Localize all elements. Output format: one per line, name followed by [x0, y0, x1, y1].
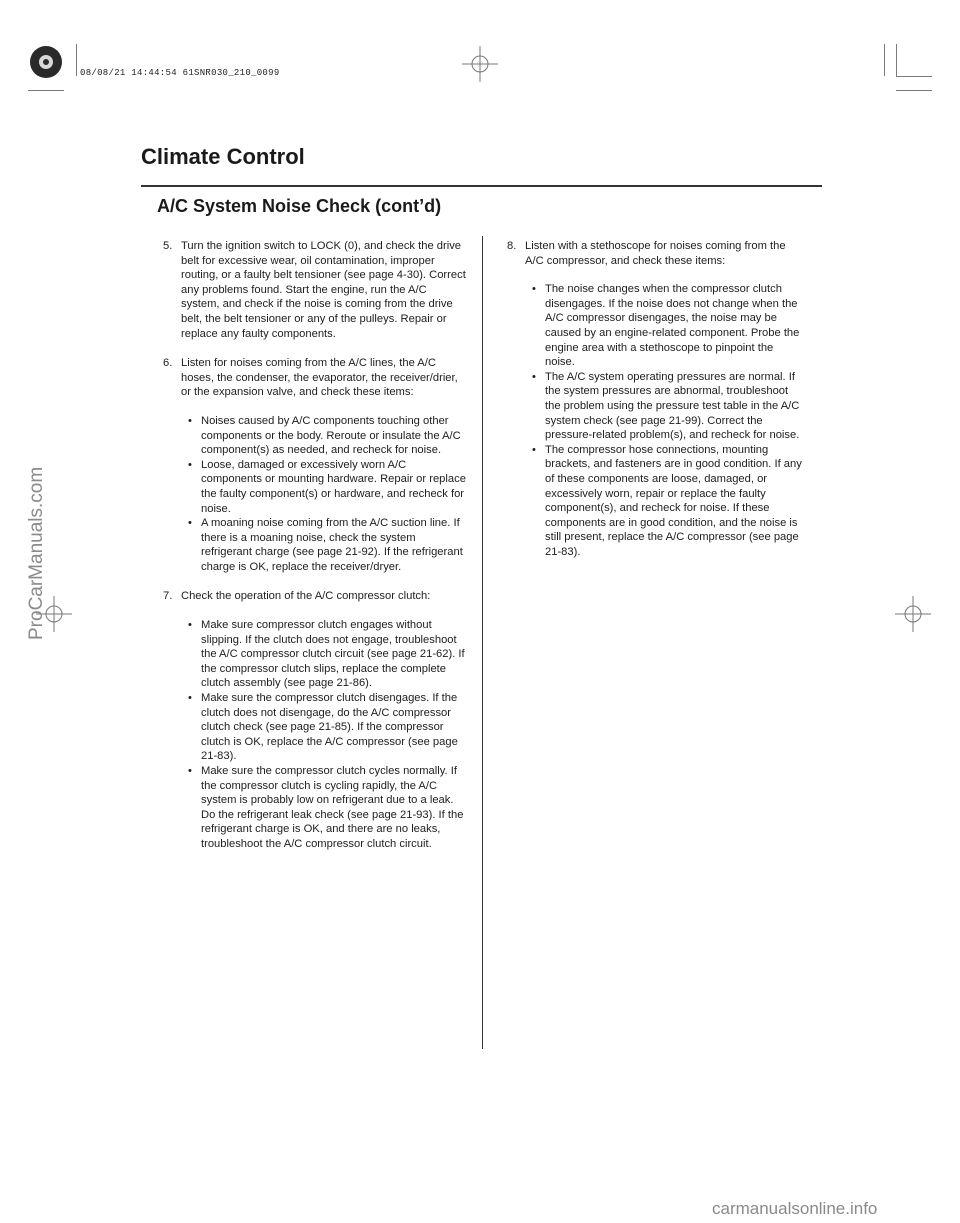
print-stamp: 08/08/21 14:44:54 61SNR030_210_0099 [80, 68, 280, 78]
step-number: 8. [507, 240, 517, 252]
step-8 [507, 239, 805, 559]
side-watermark: ProCarManuals.com [26, 466, 47, 640]
crop-mark [28, 90, 64, 91]
list-item: • The A/C system operating pressures are normal. If the system pressures are abnormal, troubleshoot the problem using the pressure test table in the A/C system check (see page 21-99). Correct the pressure-related problem(s), and recheck for noise. [532, 370, 800, 442]
left-column [163, 239, 467, 867]
list-item: • The compressor hose connections, mounting brackets, and fasteners are in good condition. If any of these components are loose, damaged, or excessively worn, repair or replace the faulty component(s), and recheck for noise. If these components are in good condition, and the noise is still present, replace the A/C compressor (see page 21-83). [532, 443, 802, 558]
list-item: • Loose, damaged or excessively worn A/C components or mounting hardware. Repair or replace the faulty component(s) or hardware, and recheck for noise. [188, 458, 466, 515]
bullet-icon: • [532, 443, 536, 456]
bullet-icon: • [188, 619, 192, 632]
step-text: Listen for noises coming from the A/C lines, the A/C hoses, the condenser, the evaporator, the receiver/drier, or the expansion valve, and check these items: [181, 357, 458, 399]
crosshair-right-icon [895, 596, 931, 632]
list-item: • Make sure compressor clutch engages without slipping. If the clutch does not engage, troubleshoot the A/C compressor clutch circuit (see page 21-62). If the compressor clutch slips, replace the complete clutch assembly (see page 21-86). [188, 619, 465, 690]
right-column [507, 239, 805, 574]
crop-mark [896, 44, 897, 76]
bullet-icon: • [188, 692, 192, 705]
list-item: • Make sure the compressor clutch disengages. If the clutch does not disengage, do the A/C compressor clutch check (see page 21-85). If the compressor clutch is OK, replace the A/C compressor (see page 21-83). [188, 692, 458, 763]
crop-mark [896, 76, 932, 77]
bullet-icon: • [188, 458, 192, 471]
bullet-icon: • [188, 765, 192, 777]
step-6 [163, 356, 467, 574]
step-7 [163, 589, 467, 851]
list-item: • Noises caused by A/C components touching other components or the body. Reroute or insulate the A/C component(s) as needed, and recheck for noise. [188, 414, 461, 457]
column-divider [482, 236, 483, 1049]
step-5 [163, 239, 467, 341]
bullet-list [525, 282, 805, 559]
bullet-list [181, 618, 467, 852]
section-title: Climate Control [141, 144, 305, 169]
bullet-icon: • [532, 370, 536, 383]
bullet-icon: • [188, 414, 192, 427]
list-item: • Make sure the compressor clutch cycles normally. If the compressor clutch is cycling rapidly, the A/C system is probably low on refrigerant due to a leak. Do the refrigerant leak check (see page 21-93). If the refrigerant charge is OK, and there are no leaks, troubleshoot the A/C compressor clutch circuit. [188, 765, 464, 850]
bullet-list [181, 414, 467, 575]
crop-mark [76, 44, 77, 76]
step-number: 5. [163, 240, 173, 252]
page-subtitle: A/C System Noise Check (cont’d) [157, 196, 442, 216]
step-text: Check the operation of the A/C compressor clutch: [181, 590, 431, 603]
list-item: • A moaning noise coming from the A/C suction line. If there is a moaning noise, check the system refrigerant charge (see page 21-92). If the refrigerant charge is OK, replace the receiver/dryer. [188, 517, 463, 573]
crop-mark [896, 90, 932, 91]
header-rule [141, 185, 822, 187]
bullet-icon: • [188, 517, 192, 530]
step-number: 6. [163, 357, 173, 370]
step-text: Turn the ignition switch to LOCK (0), and check the drive belt for excessive wear, oil contamination, improper routing, or a faulty belt tensioner (see page 4-30). Correct any problems found. Start the engine, run the A/C system, and check if the noise is coming from the drive belt, the belt tensioner or any of the pulleys. Repair or replace any faulty components. [181, 240, 466, 340]
step-number: 7. [163, 590, 173, 603]
crosshair-top-icon [462, 46, 498, 82]
registration-target-icon [28, 44, 64, 80]
bottom-watermark: carmanualsonline.info [712, 1199, 878, 1218]
crop-mark [884, 44, 885, 76]
list-item: • The noise changes when the compressor clutch disengages. If the noise does not change when the A/C compressor disengages, the noise may be caused by an engine-related component. Probe the engine area with a stethoscope to pinpoint the noise. [532, 283, 800, 369]
bullet-icon: • [532, 283, 536, 296]
step-text: Listen with a stethoscope for noises coming from the A/C compressor, and check these items: [525, 240, 786, 267]
